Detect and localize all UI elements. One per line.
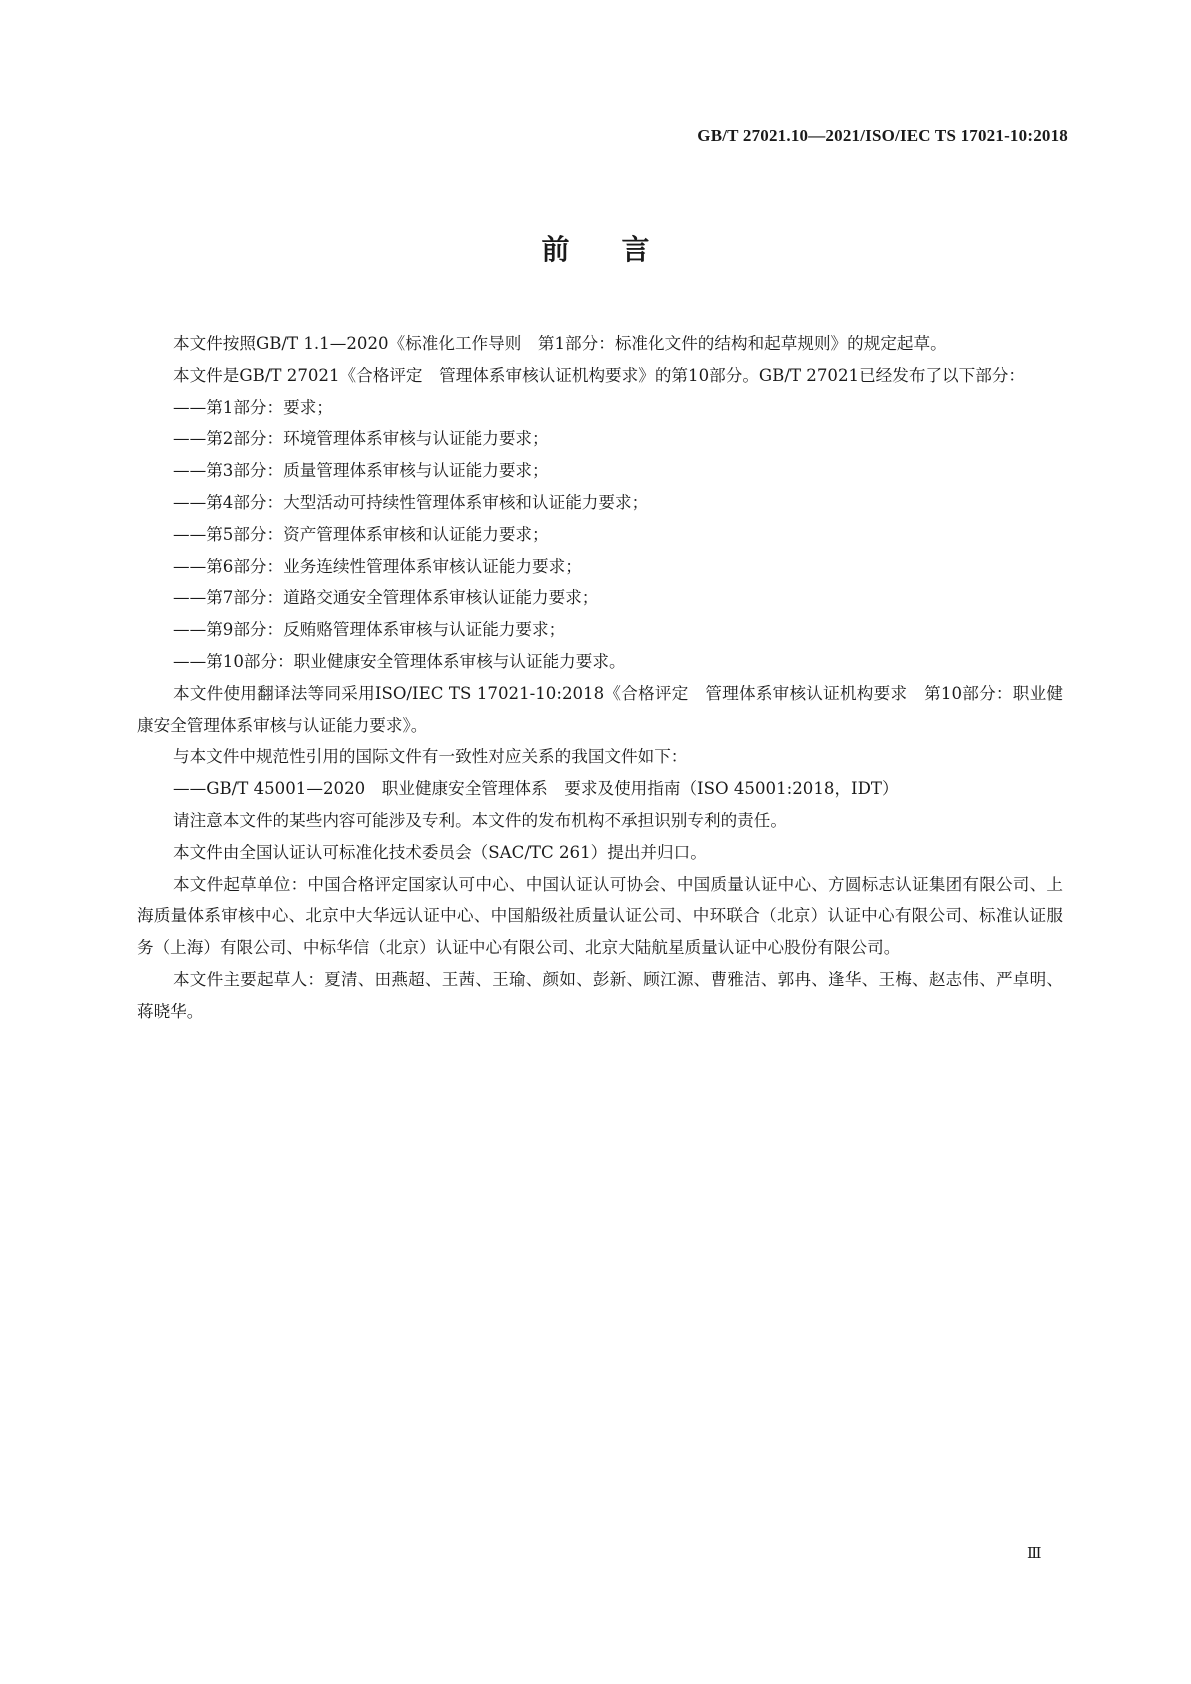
paragraph-drafting-units: 本文件起草单位：中国合格评定国家认可中心、中国认证认可协会、中国质量认证中心、方圆标志认证集团有限公司、上海质量体系审核中心、北京中大华远认证中心、中国船级社质量认证公司、中环联合（北京）认证中心有限公司、标准认证服务（上海）有限公司、中标华信（北京）认证中心有限公司、北京大陆航星质量认证中心股份有限公司。 [137, 874, 1063, 958]
reference-item: ——GB/T 45001—2020 职业健康安全管理体系 要求及使用指南（ISO 45001:2018，IDT） [173, 779, 899, 799]
paragraph-series-intro: 本文件是GB/T 27021《合格评定 管理体系审核认证机构要求》的第10部分。GB/T 27021已经发布了以下部分： [173, 365, 1026, 385]
list-item: ——第7部分：道路交通安全管理体系审核认证能力要求； [173, 588, 599, 608]
paragraph-adoption: 本文件使用翻译法等同采用ISO/IEC TS 17021-10:2018《合格评定 管理体系审核认证机构要求 第10部分：职业健康安全管理体系审核与认证能力要求》。 [137, 683, 1063, 735]
parts-list [137, 392, 1063, 678]
paragraph-references-intro: 与本文件中规范性引用的国际文件有一致性对应关系的我国文件如下： [173, 747, 688, 767]
standard-code-header: GB/T 27021.10—2021/ISO/IEC TS 17021-10:2018 [697, 126, 1068, 145]
list-item: ——第9部分：反贿赂管理体系审核与认证能力要求； [173, 620, 566, 640]
list-item: ——第5部分：资产管理体系审核和认证能力要求； [173, 524, 549, 544]
paragraph-patent-notice: 请注意本文件的某些内容可能涉及专利。本文件的发布机构不承担识别专利的责任。 [173, 810, 787, 830]
paragraph-drafters: 本文件主要起草人：夏清、田燕超、王茜、王瑜、颜如、彭新、顾江源、曹雅洁、郭冉、逢华、王梅、赵志伟、严卓明、蒋晓华。 [137, 969, 1063, 1021]
list-item: ——第10部分：职业健康安全管理体系审核与认证能力要求。 [173, 651, 626, 671]
list-item: ——第2部分：环境管理体系审核与认证能力要求； [173, 429, 549, 449]
paragraph-drafting-rules: 本文件按照GB/T 1.1—2020《标准化工作导则 第1部分：标准化文件的结构和起草规则》的规定起草。 [173, 334, 947, 353]
list-item: ——第6部分：业务连续性管理体系审核认证能力要求； [173, 556, 582, 576]
foreword-body [137, 328, 1063, 1028]
list-item: ——第1部分：要求； [173, 397, 333, 417]
paragraph-proposer: 本文件由全国认证认可标准化技术委员会（SAC/TC 261）提出并归口。 [173, 842, 707, 862]
list-item: ——第4部分：大型活动可持续性管理体系审核和认证能力要求； [173, 492, 649, 512]
page-title: 前言 [541, 233, 702, 266]
list-item: ——第3部分：质量管理体系审核与认证能力要求； [173, 461, 549, 481]
page-number: Ⅲ [1027, 1546, 1042, 1562]
